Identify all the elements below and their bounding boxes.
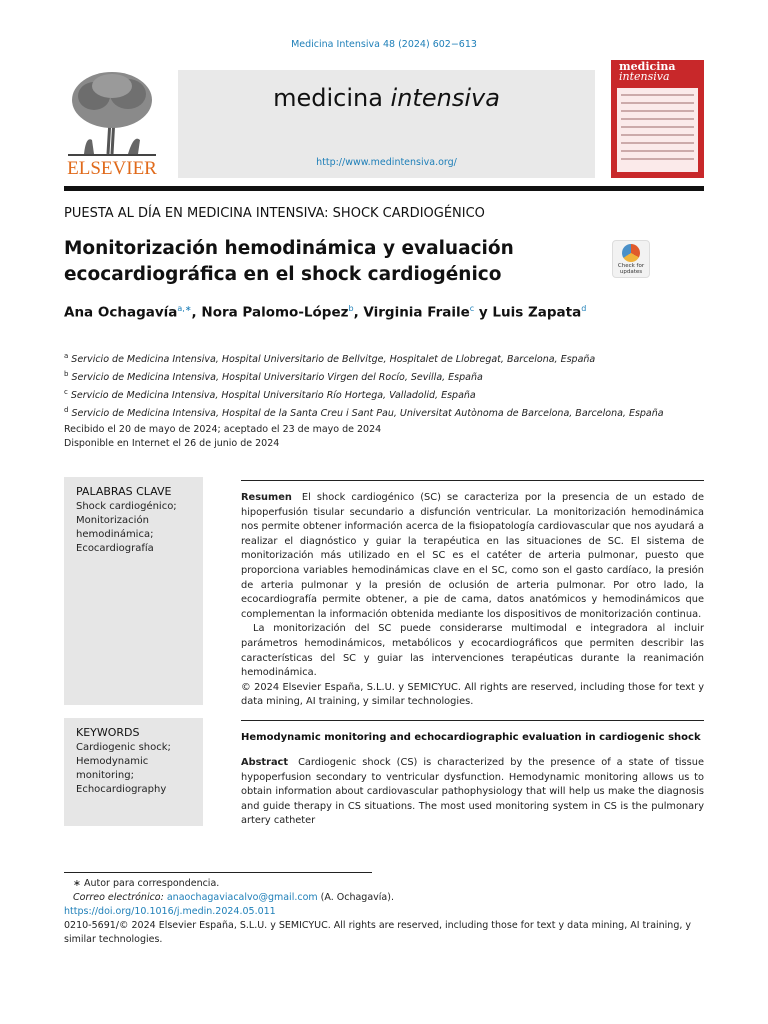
affiliation-letter: d [64,406,69,415]
abstract-divider [241,720,704,721]
journal-citation: Medicina Intensiva 48 (2024) 602−613 [291,39,477,50]
author-separator: y [474,304,493,321]
keywords-heading: PALABRAS CLAVE [76,485,172,498]
abstract-es [241,491,704,710]
author-name: Virginia Fraile [363,304,470,321]
keyword-item: hemodinámica; [76,529,154,540]
abstract-label: Resumen [241,492,292,503]
affiliation-item [64,385,664,403]
author-separator: , [353,304,364,321]
abstract-paragraph: La monitorización del SC puede considerarse multimodal e integradora al incluir parámetros hemodinámicos, metabólicos y ecocardiográficos que permiten describir las características del SC y guiar las intervenciones terapéuticas durante la reanimación hemodinámica. [241,623,704,679]
journal-name [178,84,595,112]
affiliation-text: Servicio de Medicina Intensiva, Hospital Universitario Río Hortega, Valladolid, España [70,390,476,402]
keyword-item: Hemodynamic [76,756,149,767]
footnote-divider [64,872,372,873]
keyword-item: Cardiogenic shock; [76,742,171,753]
affiliation-text: Servicio de Medicina Intensiva, Hospital Universitario Virgen del Rocío, Sevilla, España [71,372,483,384]
affiliation-item [64,367,664,385]
email-owner: (A. Ochagavía). [317,892,394,903]
affiliation-letter: c [64,388,68,397]
license-text: 0210-5691/© 2024 Elsevier España, S.L.U. y SEMICYUC. All rights are reserved, including those for text y data mining, AI training, y similar technologies. [64,920,692,945]
author-name: Luis Zapata [492,304,582,321]
doi-link[interactable]: https://doi.org/10.1016/j.medin.2024.05.011 [64,906,276,917]
corresponding-author-note: ∗ Autor para correspondencia. [73,878,220,889]
check-updates-label: Check for updates [617,263,645,275]
available-date: Disponible en Internet el 26 de junio de 2024 [64,438,280,449]
english-title: Hemodynamic monitoring and echocardiographic evaluation in cardiogenic shock [241,732,701,743]
section-heading: PUESTA AL DÍA EN MEDICINA INTENSIVA: SHOCK CARDIOGÉNICO [64,206,485,221]
journal-url-link[interactable]: http://www.medintensiva.org/ [316,157,457,168]
author-affiliation-marker[interactable]: d [581,304,587,313]
journal-name-part2: intensiva [390,84,500,112]
affiliation-text: Servicio de Medicina Intensiva, Hospital de la Santa Creu i Sant Pau, Universitat Autònoma de Barcelona, Barcelona, España [71,408,664,420]
journal-name-part1: medicina [273,84,391,112]
keyword-item: Ecocardiografía [76,543,154,554]
keyword-item: monitoring; [76,770,134,781]
affiliation-item [64,403,664,421]
keywords-heading: KEYWORDS [76,726,140,739]
received-date: Recibido el 20 de mayo de 2024; aceptado el 23 de mayo de 2024 [64,424,382,435]
abstract-copyright: © 2024 Elsevier España, S.L.U. y SEMICYUC. All rights are reserved, including those for text y data mining, AI training, y similar technologies. [241,681,704,708]
author-name: Ana Ochagavía [64,304,178,321]
keyword-item: Shock cardiogénico; [76,501,177,512]
elsevier-logo [64,70,160,178]
cover-title-2: intensiva [619,70,670,83]
check-for-updates-badge[interactable] [612,240,650,278]
abstract-label: Abstract [241,757,289,768]
article-dates [64,423,381,451]
keywords-box-en [64,718,203,826]
journal-cover-thumbnail [611,60,704,178]
abstract-en [241,756,704,829]
keywords-box-es [64,477,203,705]
affiliation-text: Servicio de Medicina Intensiva, Hospital Universitario de Bellvitge, Hospitalet de Llobregat, Barcelona, España [71,354,596,366]
check-updates-icon [622,244,640,262]
author-list [64,304,586,321]
keyword-item: Echocardiography [76,784,167,795]
affiliation-letter: b [64,370,69,379]
cover-title-1: medicina [619,60,676,73]
affiliation-item [64,349,664,367]
email-link[interactable]: anaochagaviacalvo@gmail.com [166,892,318,903]
abstract-divider [241,480,704,481]
author-affiliation-marker[interactable]: c [469,304,475,313]
email-line [64,891,704,905]
abstract-paragraph: El shock cardiogénico (SC) se caracteriza por la presencia de un estado de hipoperfusión tisular secundario a disfunción ventricular. La monitorización hemodinámica nos permite obtener información acerca de la fisiopatología cardiovascular que nos ayudará a realizar el diagnóstico y guiar la terapéutica en las situaciones de SC. El sistema de monitorización más utilizado en el SC es el catéter de arteria pulmonar, puesto que proporciona variables hemodinámicas clave en el SC, como son el gasto cardíaco, la presión de arteria pulmonar y la presión de oclusión de arteria pulmonar. Por otro lado, la ecocardiografía permite obtener, a pie de cama, datos anatómicos y hemodinámicos que complementan la información obtenida mediante los dispositivos de monitorización continua. [241,492,704,620]
affiliation-letter: a [64,352,69,360]
email-label: Correo electrónico: [73,892,167,903]
header-divider [64,186,704,191]
author-affiliation-marker[interactable]: a,∗ [177,304,192,313]
author-name: Nora Palomo-López [201,304,349,321]
svg-text:ELSEVIER: ELSEVIER [67,158,157,178]
footnotes [64,877,704,947]
abstract-paragraph: Cardiogenic shock (CS) is characterized by the presence of a state of tissue hypoperfusion secondary to ventricular dysfunction. Hemodynamic monitoring allows us to obtain information about cardiovascular pathophysiology that will help us make the diagnosis and guide therapy in CS situations. The most used monitoring system in CS is the pulmonary artery catheter [241,757,704,827]
author-affiliation-marker[interactable]: b [348,304,354,313]
affiliations [64,349,664,422]
article-title: Monitorización hemodinámica y evaluación ecocardiográfica en el shock cardiogénico [64,238,514,285]
keyword-item: Monitorización [76,515,149,526]
author-separator: , [191,304,202,321]
